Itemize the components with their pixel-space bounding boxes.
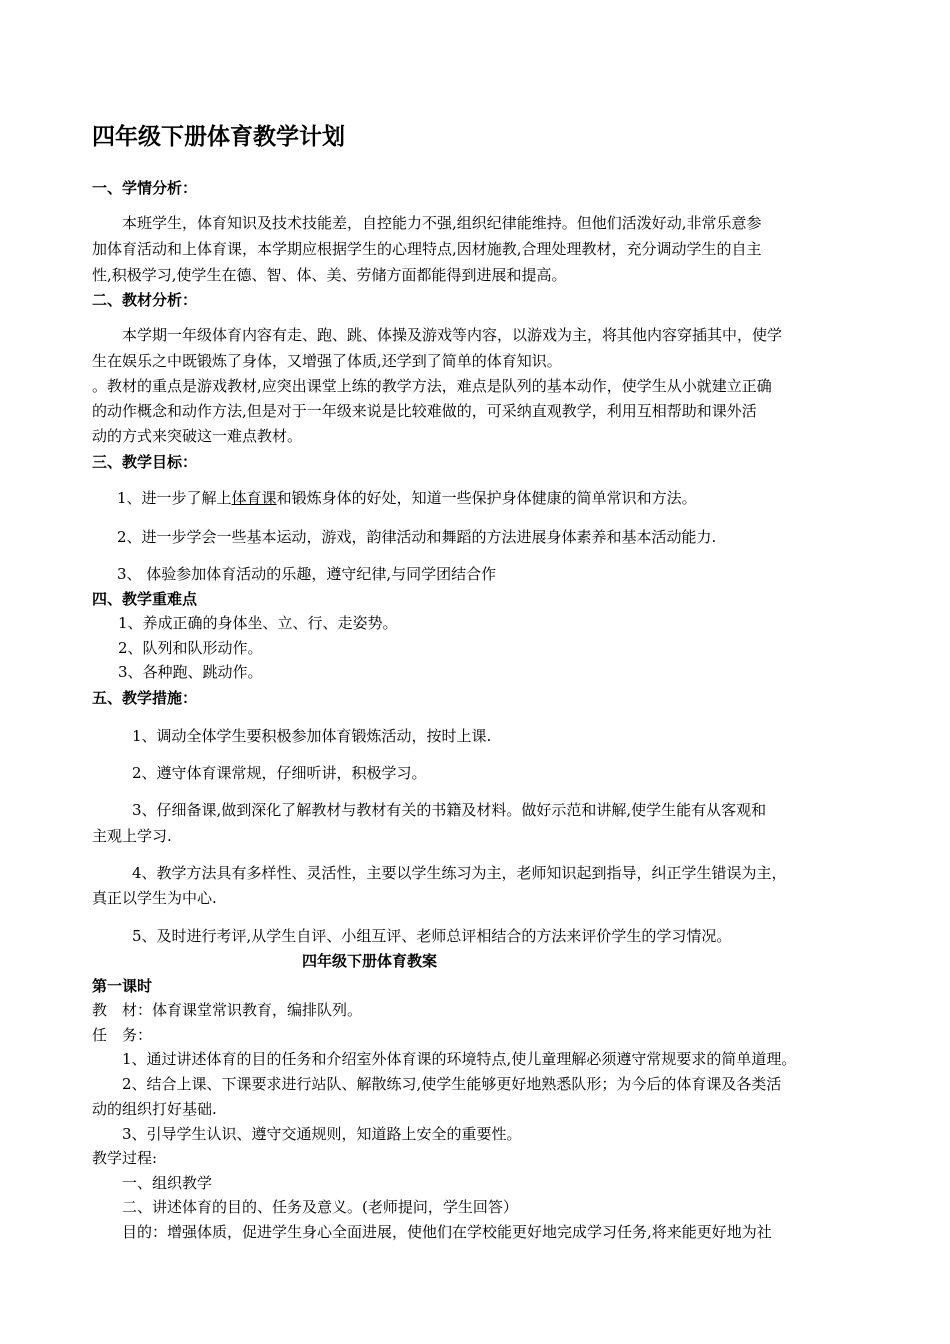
- lesson-process-label: 教学过程:: [92, 1149, 158, 1167]
- key-point-item: 3、各种跑、跳动作。: [118, 663, 263, 681]
- paragraph-line: 生在娱乐之中既锻炼了身体，又增强了体质,还学到了简单的体育知识。: [92, 352, 562, 370]
- paragraph-line: 加体育活动和上体育课，本学期应根据学生的心理特点,因材施教,合理处理教材，充分调动学生的自主: [92, 240, 762, 258]
- section-heading-4: 四、教学重难点: [92, 590, 198, 608]
- lesson-task-item: 2、结合上课、下课要求进行站队、解散练习,使学生能够更好地熟悉队形；为今后的体育课及各类活: [122, 1075, 782, 1093]
- measure-item-continued: 主观上学习.: [92, 827, 172, 845]
- pe-class-link[interactable]: 体育课: [231, 489, 277, 507]
- goal-item-1: [117, 488, 697, 508]
- goal-item-3: 3、 体验参加体育活动的乐趣，遵守纪律,与同学团结合作: [117, 565, 497, 583]
- lesson-task-label: 任 务：: [92, 1026, 153, 1044]
- lesson-process-item: 二、讲述体育的目的、任务及意义。(老师提问，学生回答）: [122, 1198, 518, 1216]
- paragraph-line: 动的方式来突破这一难点教材。: [92, 427, 303, 445]
- measure-item-continued: 真正以学生为中心.: [92, 889, 217, 907]
- section-heading-3: 三、教学目标：: [92, 453, 198, 471]
- goal-item-1-text-b: 和锻炼身体的好处，知道一些保护身体健康的简单常识和方法。: [276, 489, 697, 507]
- key-point-item: 1、养成正确的身体坐、立、行、走姿势。: [118, 614, 398, 632]
- goal-item-1-text-a: 1、进一步了解上: [117, 489, 232, 507]
- key-point-item: 2、队列和队形动作。: [118, 639, 263, 657]
- paragraph-line: 本班学生，体育知识及技术技能差，自控能力不强,组织纪律能维持。但他们活泼好动,非常乐意参: [122, 214, 762, 232]
- measure-item: 4、教学方法具有多样性、灵活性，主要以学生练习为主，老师知识起到指导，纠正学生错误为主，: [132, 864, 787, 882]
- lesson-material: 教 材：体育课堂常识教育，编排队列。: [92, 1001, 363, 1019]
- paragraph-line: 的动作概念和动作方法,但是对于一年级来说是比较难做的，可采纳直观教学，利用互相帮助和课外活: [92, 402, 757, 420]
- lesson-period: 第一课时: [92, 977, 153, 995]
- goal-item-2: 2、进一步学会一些基本运动，游戏，韵律活动和舞蹈的方法进展身体素养和基本活动能力.: [117, 528, 717, 546]
- section-heading-1: 一、学情分析：: [92, 179, 198, 197]
- lesson-task-item-continued: 动的组织打好基础.: [92, 1100, 217, 1118]
- paragraph-line: 。教材的重点是游戏教材,应突出课堂上练的教学方法，难点是队列的基本动作，使学生从小就建立正确: [92, 377, 772, 395]
- measure-item: 5、及时进行考评,从学生自评、小组互评、老师总评相结合的方法来评价学生的学习情况。: [132, 927, 732, 945]
- measure-item: 3、仔细备课,做到深化了解教材与教材有关的书籍及材料。做好示范和讲解,使学生能有从客观和: [132, 801, 767, 819]
- section-heading-2: 二、教材分析：: [92, 291, 198, 309]
- section-heading-5: 五、教学措施：: [92, 689, 198, 707]
- lesson-task-item: 1、通过讲述体育的目的任务和介绍室外体育课的环境特点,使儿童理解必须遵守常规要求的简单道理。: [122, 1050, 797, 1068]
- paragraph-line: 本学期一年级体育内容有走、跑、跳、体操及游戏等内容，以游戏为主，将其他内容穿插其中，使学: [122, 326, 783, 344]
- lesson-process-item: 目的：增强体质，促进学生身心全面进展，使他们在学校能更好地完成学习任务,将来能更好地为社: [122, 1223, 772, 1241]
- measure-item: 2、遵守体育课常规，仔细听讲，积极学习。: [132, 764, 427, 782]
- lesson-process-item: 一、组织教学: [122, 1174, 213, 1192]
- lesson-task-item: 3、引导学生认识、遵守交通规则，知道路上安全的重要性。: [122, 1125, 522, 1143]
- lesson-plan-title: 四年级下册体育教案: [302, 952, 438, 970]
- measure-item: 1、调动全体学生要积极参加体育锻炼活动，按时上课.: [132, 727, 492, 745]
- paragraph-line: 性,积极学习,使学生在德、智、体、美、劳储方面都能得到进展和提高。: [92, 266, 567, 284]
- document-title: 四年级下册体育教学计划: [92, 124, 345, 150]
